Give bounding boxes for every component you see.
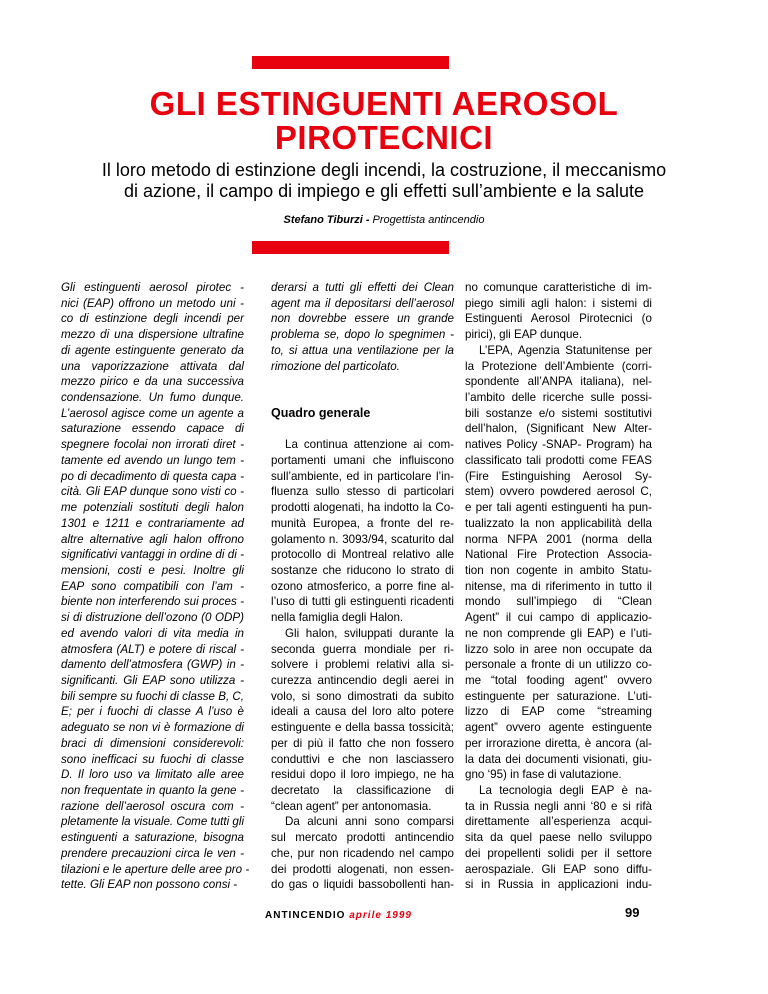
text-line: problema se, dopo lo spegnimen - [271,328,454,342]
text-line: sita da quel paese nello sviluppo [465,831,652,845]
text-line: una vaporizzazione attivata dal [61,359,244,373]
text-line: residui dopo il loro impiego, ne ha [271,768,454,782]
text-line: braci di dimensioni considerevoli: [61,736,244,750]
text-line: National Fire Protection Associa- [465,548,652,562]
text-line: to, si attua una ventilazione per la [271,343,454,357]
text-line: no comunque caratteristiche di im- [465,281,652,294]
text-line: damento dell’atmosfera (GWP) in - [61,658,244,672]
byline [0,213,768,227]
text-line: L’aerosol agisce come un agente a [61,406,244,420]
text-line: estinguenti a saturazione, bisogna [61,831,244,845]
text-line: la Protezione dell’Ambiente (corri- [465,359,652,373]
text-line: pirici), gli EAP dunque. [465,328,583,342]
text-line: do gas o liquidi bassobollenti han- [271,878,454,892]
text-line: conduttivi e che non lasciassero [271,752,454,766]
text-line: agent” ovvero agente estinguente [465,721,652,735]
text-line: altre alternative agli halon offrono [61,532,244,546]
text-line: estinguente e della bassa tossicità; [271,721,454,735]
text-line: sono inefficaci su fuochi di classe [61,752,244,766]
text-line: classificato tali prodotti come FEAS [465,453,652,467]
text-line: spegnere focolai non irrorati diret - [61,438,244,452]
text-line: tette. Gli EAP non possono consi - [61,878,238,892]
text-line: E; per i fuochi di classe A l’uso è [61,705,244,719]
text-line: tilazioni e le aperture delle aree pro - [61,862,250,876]
subtitle-line: di azione, il campo di impiego e gli effetti sull’ambiente e la salute [124,181,644,201]
text-line: personale a fronte di un utilizzo co- [465,658,652,672]
text-line: cità. Gli EAP dunque sono visti co - [61,485,244,499]
text-line: ozono atmosferico, a porre fine al- [271,579,454,593]
text-line: ed avendo valori di vita media in [61,626,244,640]
text-line: tamente ed avendo un lungo tem - [61,453,244,467]
text-line: mondo sull’impiego di “Clean [465,595,652,609]
text-line: D. Il loro uso va limitato alle aree [61,768,244,782]
text-line: norma NFPA 2001 (norma della [465,532,652,546]
text-line: pletamente la visuale. Come tutti gli [61,815,245,829]
column-two [271,280,454,893]
text-line: rimozione del particolato. [271,359,400,373]
text-line: seconda guerra mondiale per ri- [271,642,454,656]
text-line: gno ‘95) in fase di valutazione. [465,768,622,782]
text-line: bili sempre su fuochi di classe B, C, [61,689,244,703]
text-line: Gli estinguenti aerosol pirotec - [61,281,244,294]
text-line: solvere i problemi relativi alla si- [271,658,454,672]
text-line: lizzo di EAP come “streaming [465,705,652,719]
text-line: mezzo pirico e da una successiva [61,375,244,389]
text-line: co di estinzione degli incendi per [61,312,244,326]
text-line: lizzo solo in aree non occupate da [465,642,652,656]
text-line: golamento n. 3093/94, scaturito dal [271,532,454,546]
text-line: nitense, ma di riferimento in tutto il [465,579,652,593]
text-line: l’uso di tutti gli estinguenti ricadenti [271,595,454,609]
text-line: stem) ovvero powdered aerosol C, [465,485,652,499]
text-line: munità Europea, a fronte del re- [271,516,454,530]
text-line: natives Policy -SNAP- Program) ha [465,438,652,452]
section-heading: Quadro generale [271,405,371,420]
mid-red-bar [252,241,449,254]
text-line: prodotti alogenati, ha indotto la Co- [271,501,454,515]
text-line: spondente all’ANPA italiana), nel- [465,375,652,389]
page-number: 99 [625,905,640,920]
text-line: sull’ambiente, ed in particolare l’in- [271,469,454,483]
text-line: Gli halon, sviluppati durante la [285,626,454,640]
text-line: significanti. Gli EAP sono utilizza - [61,673,244,687]
text-line: me potenziali sostituti degli halon [61,501,244,515]
text-line: po di decadimento di questa capa - [61,469,244,483]
text-line: significativi vantaggi in ordine di di - [61,548,244,562]
text-line: direttamente all’esperienza acqui- [465,815,652,829]
text-line: decretato la classificazione di [271,784,454,797]
text-line: L’EPA, Agenzia Statunitense per [479,343,652,357]
text-line: ideali a causa del loro alto potere [271,705,454,719]
author-role: Progettista antincendio [369,214,485,226]
text-line: sostanze che riducono lo strato di [271,563,454,577]
article-title [0,87,768,155]
subtitle-line: Il loro metodo di estinzione degli incendi, la costruzione, il meccanismo [101,160,667,180]
title-line: PIROTECNICI [274,119,494,156]
top-red-bar [252,56,449,69]
text-line: agent ma il depositarsi dell’aerosol [271,296,454,310]
text-line: nella famiglia degli Halon. [271,611,404,625]
text-line: la data dei documenti visionati, giu- [465,752,652,766]
title-line: GLI ESTINGUENTI AEROSOL [149,85,619,122]
author-name: Stefano Tiburzi - [283,214,370,226]
text-line: prendere precauzioni circa le ven - [61,846,244,860]
text-line: saturazione essendo capace di [61,422,244,436]
text-line: La continua attenzione ai com- [285,438,454,452]
text-line: mensioni, costi e pesi. Inoltre gli [61,563,244,577]
text-line: e per tali agenti estinguenti ha pun- [465,501,652,515]
text-line: si in Russia in applicazioni indu- [465,878,652,892]
text-line: dei prodotti alogenati, non essen- [271,862,454,876]
text-line: dei propellenti solidi per il settore [465,846,652,860]
text-line: tion non cogente in ambito Statu- [465,563,652,577]
column-abstract [61,280,250,893]
text-line: atmosfera (ALT) e potere di riscal - [61,642,244,656]
text-line: derarsi a tutti gli effetti dei Clean [271,281,454,294]
text-line: piego simili agli halon: i sistemi di [465,296,652,310]
text-line: dell’halon, (Significant New Alter- [465,422,652,436]
text-line: curezza antincendio degli aerei in [271,673,454,687]
text-line: non frequentate in quanto la gene - [61,784,244,797]
text-line: 1301 e 1211 e contrariamente ad [61,516,244,530]
text-line: La tecnologia degli EAP è na- [479,784,652,797]
text-line: estinguente per saturazione. L’uti- [465,689,652,703]
text-line: aerospaziale. Gli EAP sono diffu- [465,862,652,876]
text-line: (Fire Estinguishing Aerosol Sy- [465,469,652,483]
text-line: per di più il fatto che non fossero [271,736,454,750]
text-line: mezzo di una dispersione ultrafine [61,328,244,342]
text-line: l’ambito delle ricerche sulle possi- [465,391,652,405]
text-line: ta in Russia negli anni ‘80 e si rifà [465,799,652,813]
text-line: Agent” il cui campo di applicazio- [465,611,652,625]
text-line: di agente estinguente generato da [61,343,244,357]
text-line: non dovrebbe essere un grande [271,312,454,326]
text-line: adeguato se non vi è formazione di [61,721,244,735]
text-line: tualizzato la non applicabilità della [465,516,652,530]
text-line: portamenti umani che influiscono [271,453,454,467]
text-line: volo, si sono dimostrati da subito [271,689,454,703]
text-line: sul mercato prodotti antincendio [271,831,454,845]
text-line: protocollo di Montreal relativo alle [271,548,454,562]
text-line: nici (EAP) offrono un metodo uni - [61,296,244,310]
text-line: si di distruzione dell’ozono (0 ODP) [61,611,244,625]
text-line: bili sostanze e/o sistemi sostitutivi [465,406,652,420]
text-line: condensazione. Un fumo dunque. [61,391,244,405]
column-three [465,280,652,893]
text-line: “clean agent” per antonomasia. [271,799,432,813]
text-line: Estinguenti Aerosol Pirotecnici (o [465,312,652,326]
article-subtitle [40,160,728,202]
issue-date: aprile 1999 [349,910,412,921]
text-line: EAP sono compatibili con l’am - [61,579,244,593]
footer [265,910,412,922]
text-line: razione dell’aerosol oscura com - [61,799,244,813]
text-line: biente non interferendo sui proces - [61,595,244,609]
text-line: Da alcuni anni sono comparsi [285,815,454,829]
text-line: fluenza sullo stesso di particolari [271,485,454,499]
magazine-name: ANTINCENDIO [265,910,346,921]
text-line: che, pur non ricadendo nel campo [271,846,454,860]
text-line: ne non comprende gli EAP) e l’uti- [465,626,652,640]
section-body [271,437,454,893]
text-line: per irrorazione diretta, è ancora (al- [465,736,652,750]
text-line: me “total fooding agent” ovvero [465,673,652,687]
abstract-continuation [271,280,454,374]
